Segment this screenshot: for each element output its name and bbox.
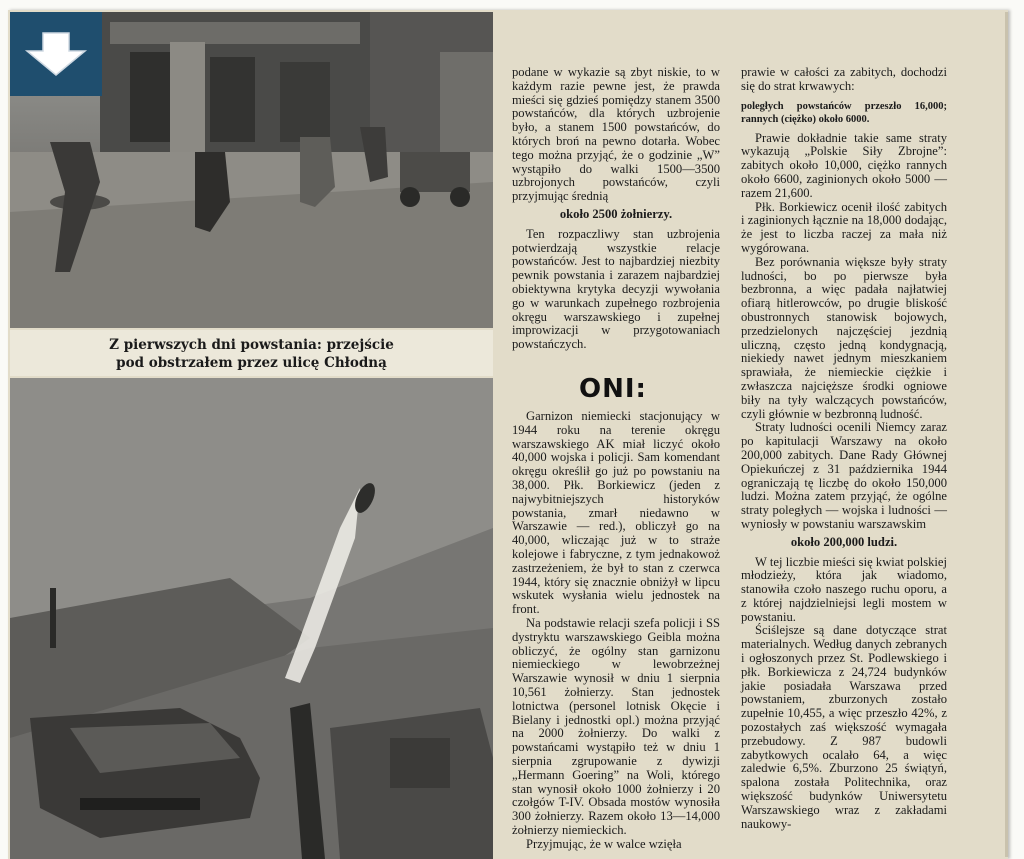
arrow-down-button[interactable] (10, 12, 102, 96)
caption-line-1: Z pierwszych dni powstania: przejście (109, 337, 394, 353)
paragraph: Na podstawie relacji szefa policji i SS dystryktu warszawskiego Geibla można obliczyć, że ogólny stan garnizonu niemieckiego w lewobrzeżnej Warszawie wynosił w dniu 1 sierpnia 10,561 żołnierzy. Stan jednostek lotnictwa (personel lotnisk Okęcie i Bielany i jednostki opl.) można przyjąć na 2000 żołnierzy. Do walki z powstańcami wystąpiło też w dniu 1 sierpnia zgrupowanie z dywizji „Hermann Goering” na Woli, którego stan wynosił około 1000 żołnierzy i 20 czołgów T-IV. Obsada mostów wynosiła 300 żołnierzy. Razem około 13—14,000 żołnierzy niemieckich. (512, 615, 720, 837)
highlight-civilian-losses: około 200,000 ludzi. (790, 534, 898, 549)
losses-note: poległych powstańców przeszło 16,000; rannych (ciężko) około 6000. (741, 100, 947, 125)
section-heading: ONI: (579, 374, 647, 404)
paragraph: Garnizon niemiecki stacjonujący w 1944 roku na terenie okręgu warszawskiego AK miał liczyć około 40,000 wojska i policji. Sam komendant okręgu określił go już po powstaniu na 38,000. Płk. Borkiewicz (jeden z najwybitniejszych historyków powstania, zmarł niedawno w Warszawie — red.), obliczył go na 40,000, wliczając już w to straże kolejowe i fabryczne, z tym jednakowoż zastrzeżeniem, że był to stan z czerwca 1944, który się znacznie obniżył w lipcu wskutek wysłania wielu jednostek na front. (512, 409, 720, 617)
photo-caption (10, 330, 493, 376)
paragraph: Płk. Borkiewicz ocenił ilość zabitych i zaginionych łącznie na 18,000 dodając, że jest to liczba raczej za mała niż wygórowana. (741, 199, 947, 255)
arrow-down-icon (21, 29, 91, 79)
paragraph: Przyjmując, że w walce wzięła (526, 836, 682, 851)
photo-rocket-launch-image (10, 378, 493, 859)
paragraph: Prawie dokładnie takie same straty wykazują „Polskie Siły Zbrojne”: zabitych około 10,000, ciężko rannych około 6600, zaginionych około 5000 — razem 21,600. (741, 130, 947, 200)
paragraph: prawie w całości za zabitych, dochodzi się do strat krwawych: (741, 65, 947, 93)
paragraph: W tej liczbie mieści się kwiat polskiej młodzieży, która jak wiadomo, stanowiła czoło naszego ruchu oporu, a z której najdzielniejsi legli mostem w powstaniu. (741, 554, 947, 624)
paragraph: Ściślejsze są dane dotyczące strat materialnych. Według danych zebranych i ogłoszonych przez St. Podlewskiego i płk. Borkiewicza z 24,724 budynków jakie posiadała Warszawa przed powstaniem, zburzonych zostało zupełnie 10,455, a więc przeszło 42%, z pozostałych zaś większość wymagała przebudowy. Z 987 budowli zabytkowych ocalało 64, a więc zaledwie 6,5%. Zburzono 25 świątyń, spalona została Politechnika, oraz większość budynków Uniwersytetu Warszawskiego wraz z zakładami naukowy- (741, 623, 947, 831)
article-column-1-top (512, 66, 720, 352)
paragraph: podane w wykazie są zbyt niskie, to w każdym razie pewne jest, że prawda mieści się gdzieś pomiędzy stanem 3500 powstańców, dla których uzbrojenie było, a stanem 1500 powstańców, do których broń na pewno dotarła. Wobec tego można przyjąć, że o godzinie „W” wystąpiło do walki 1500—3500 uzbrojonych powstańców, czyli przyjmując średnią (512, 65, 720, 204)
article-column-2 (741, 66, 947, 831)
paragraph: Bez porównania większe były straty ludności, bo po pierwsze była bezbronna, a więc padała najłatwiej ofiarą hitlerowców, po drugie bliskość obustronnych stanowisk bojowych, przedzielonych najczęściej jezdnią uliczną, często jedną kondygnacją, niekiedy nawet jednym mieszkaniem sprawiała, że niemieckie ciężkie i zwłaszcza najcięższe środki ogniowe biły na tyły walczących powstańców, czyli głównie w bezbronną ludność. (741, 254, 947, 421)
paragraph: Ten rozpaczliwy stan uzbrojenia potwierdzają wszystkie relacje powstańców. Jest to najbardziej niezbity pewnik powstania i zarazem najbardziej obiektywna krytyka decyzji wywołania go w warunkach zupełnego rozbrojenia okręgu warszawskiego i zupełnej improwizacji w przygotowaniach powstańczych. (512, 226, 720, 352)
photo-rocket-launch (10, 378, 493, 859)
page-edge (1005, 12, 1008, 857)
paragraph: Straty ludności ocenili Niemcy zaraz po kapitulacji Warszawy na około 200,000 zabitych. Dane Rady Głównej Opiekuńczej z 31 października 1944 ograniczają tę liczbę do około 150,000 ludzi. Można zatem przyjąć, że ogólne straty poległych — wojska i ludności — wyniosły w powstaniu warszawskim (741, 420, 947, 531)
article-column-1-bottom (512, 410, 720, 852)
highlight-total: około 2500 żołnierzy. (559, 206, 673, 221)
caption-line-2: pod obstrzałem przez ulicę Chłodną (116, 355, 387, 371)
